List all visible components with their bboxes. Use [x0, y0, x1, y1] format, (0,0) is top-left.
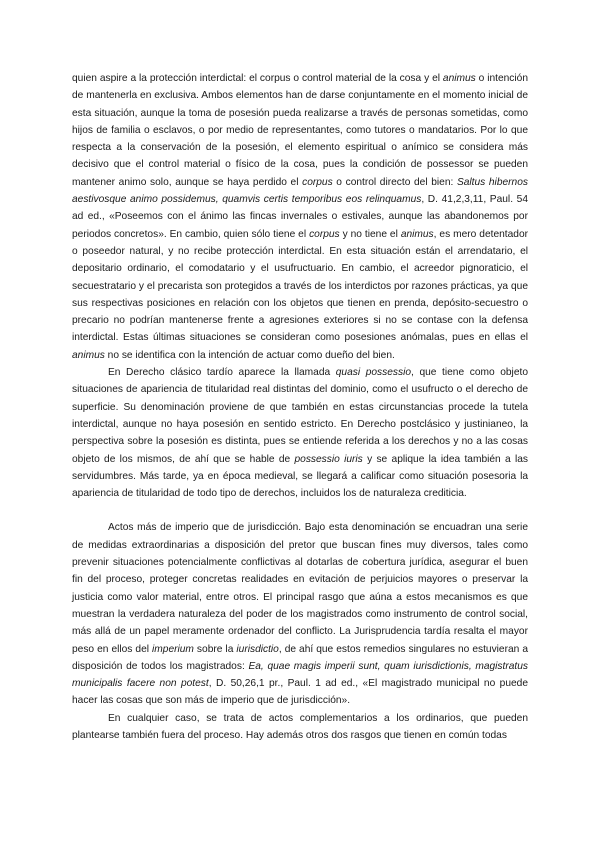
text-column: [72, 70, 528, 744]
italic-run: animus: [400, 228, 434, 240]
text-run: , de ahí que estos remedios singulares no estuvieran a disposición de todos los magistrados:: [72, 643, 529, 672]
italic-run: animus: [72, 349, 105, 361]
paragraph: [72, 710, 528, 745]
text-run: En Derecho clásico tardío aparece la llamada: [108, 367, 336, 379]
italic-run: corpus: [302, 176, 333, 188]
text-run: , es mero detentador o poseedor natural, y no recibe protección interdictal. En esta situación están el arrendatario, el depositario ordinario, el comodatario y el usufructuario. En cambio, el acreedor pignoraticio, el secuestratario y el precarista son protegidos a través de los interdictos por razones prácticas, ya que sus respectivas posiciones en relación con los objetos que tienen en prenda, depósito-secuestro o precario no podrían mantenerse frente a agresiones exteriores si no se contase con la defensa interdictal. Estas últimas situaciones se consideran como posesiones anómalas, pues en ellas el: [72, 228, 528, 344]
italic-run: possessio iuris: [294, 453, 363, 465]
italic-run: Saltus hibernos aestivosque animo possidemus, quamvis certis temporibus eos relinquamus: [72, 176, 528, 206]
italic-run: quasi possessio: [335, 367, 412, 379]
text-run: , D. 41,2,3,11, Paul. 54 ad ed., «Poseemos con el ánimo las fincas invernales o estivales, aunque las abandonemos por periodos concretos». En cambio, quien sólo tiene el: [72, 194, 528, 240]
italic-run: imperium: [152, 643, 194, 655]
italic-run: iurisdictio: [236, 643, 279, 655]
text-run: quien aspire a la protección interdictal: el corpus o control material de la cosa y el: [72, 73, 443, 84]
text-run: Bajo esta denominación se encuadran una serie de medidas extraordinarias a disposición del pretor que buscan fines muy diversos, tales como prevenir situaciones potencialmente conflictivas al dotarlas de cobertura jurídica, asegurar el buen fin del proceso, proteger concretas realidades en evitación de perjuicios mayores o preservar la justicia como valor material, entre otros. El principal rasgo que aúna a estos mecanismos es que muestran la verdadera naturaleza del poder de los magistrados como instrumento de control social, más allá de un papel meramente ordenador del conflicto. La Jurisprudencia tardía resalta el mayor peso en ellos del: [72, 522, 528, 655]
text-run: o intención de mantenerla en exclusiva. Ambos elementos han de darse conjuntamente en el momento inicial de esta situación, aunque la toma de posesión pueda realizarse a través de personas sometidas, como hijos de familia o esclavos, o por medio de representantes, como tutores o mandatarios. Por lo que respecta a la conservación de la posesión, el elemento espiritual o anímico se considera más decisivo que el control material o físico de la cosa, pues la condición de possessor se pueden mantener animo solo, aunque se haya perdido el: [72, 73, 528, 188]
text-run: no se identifica con la intención de actuar como dueño del bien.: [104, 349, 395, 361]
italic-run: Ea, quae magis imperii sunt, quam iurisdictionis, magistratus municipalis facere non potest: [72, 660, 528, 690]
text-run: o control directo del bien:: [332, 176, 457, 188]
text-run: Actos más de imperio que de jurisdicción.: [108, 522, 302, 534]
paragraph: [72, 70, 528, 364]
italic-run: corpus: [309, 228, 340, 240]
text-run: y se aplique la idea también a las servidumbres. Más tarde, ya en época medieval, se llegará a calificar como situación posesoria la apariencia de titularidad de todo tipo de derechos, incluidos los de naturaleza crediticia.: [72, 453, 528, 500]
text-run: y no tiene el: [339, 228, 401, 240]
text-run: , que tiene como objeto situaciones de apariencia de titularidad real distintas del dominio, como el usufructo o el derecho de superficie. Su denominación proviene de que también en estas circunstancias procede la tutela interdictal, aunque no haya posesión en sentido estricto. En Derecho postclásico y justinianeo, la perspectiva sobre la posesión es distinta, pues se entiende referida a los derechos y no a las cosas objeto de los mismos, de ahí que se hable de: [72, 367, 528, 465]
italic-run: animus: [442, 73, 476, 84]
paragraph: [72, 364, 528, 502]
text-run: , D. 50,26,1 pr., Paul. 1 ad ed., «El magistrado municipal no puede hacer las cosas que son más de imperio que de jurisdicción».: [72, 678, 528, 707]
paragraph: [72, 519, 528, 709]
text-run: En cualquier caso, se trata de actos complementarios a los ordinarios, que pueden plantearse también fuera del proceso. Hay además otros dos rasgos que tienen en común todas: [72, 712, 528, 741]
text-run: sobre la: [193, 643, 237, 655]
